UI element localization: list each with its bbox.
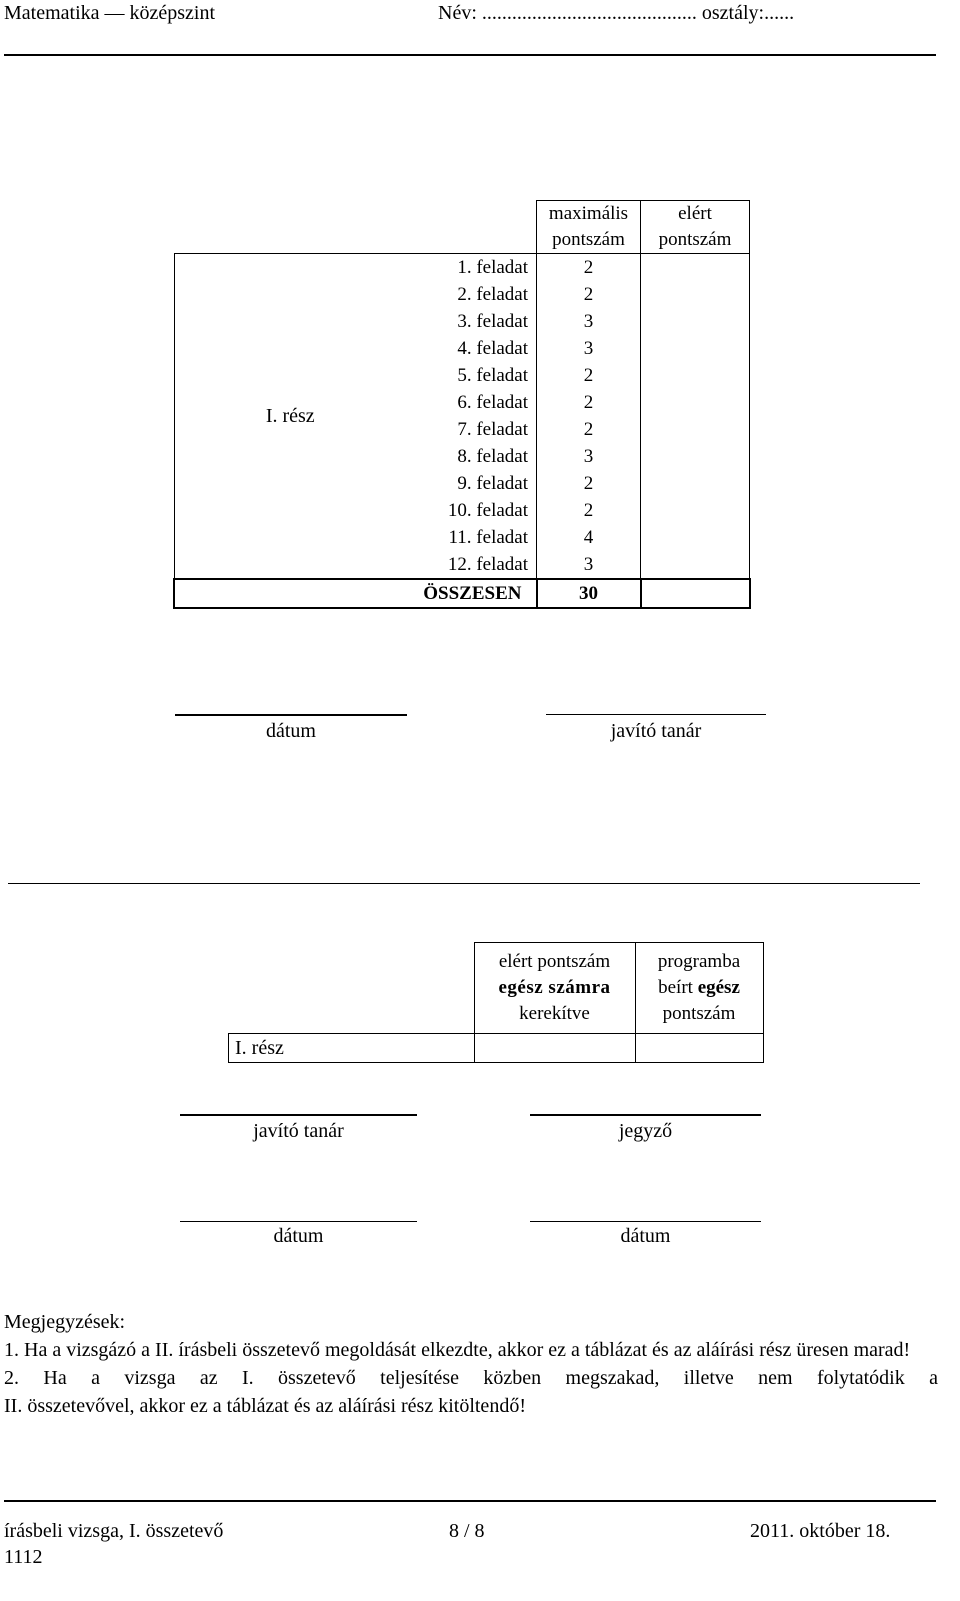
earned-score-cell[interactable] [641,335,750,362]
score-table [173,200,751,609]
max-score: 2 [537,416,641,443]
date-signature-line-right [530,1221,761,1222]
footer-left: írásbeli vizsga, I. összetevő [4,1520,224,1542]
summary-table [228,942,764,1063]
max-score: 2 [537,281,641,308]
notary-label: jegyző [618,1120,673,1142]
teacher-signature-line [546,714,766,715]
task-label: 11. feladat [448,527,528,548]
task-label: 8. feladat [457,446,528,467]
date-label-right: dátum [620,1225,671,1247]
max-score: 4 [537,524,641,551]
task-label: 6. feladat [457,392,528,413]
max-score: 3 [537,551,641,579]
table-row [174,254,750,282]
date-signature-line [175,714,407,716]
earned-score-cell[interactable] [641,551,750,579]
task-label: 12. feladat [447,554,528,575]
header-name-class: Név: ........................................... osztály:...... [438,2,795,24]
earned-score-cell[interactable] [641,470,750,497]
date-label-left: dátum [273,1225,324,1247]
note-2-line-1: 2. Ha a vizsga az I. összetevő teljesítése közben megszakad, illetve nem folytatódik a [4,1367,938,1389]
task-label: 10. feladat [447,500,528,521]
max-score: 3 [537,335,641,362]
header-subject: Matematika — középszint [4,2,216,24]
notes-title: Megjegyzések: [4,1311,126,1333]
program-score-cell[interactable] [635,1034,763,1063]
max-score: 2 [537,362,641,389]
task-label: 9. feladat [457,473,528,494]
earned-score-cell[interactable] [641,524,750,551]
earned-score-cell[interactable] [641,254,750,282]
total-row [174,579,750,608]
task-label: 2. feladat [457,284,528,305]
header-rule [4,54,936,56]
notary-signature-line [530,1114,761,1116]
col-got-header: elért pontszám [641,201,750,254]
section-separator [8,883,920,884]
footer-page: 8 / 8 [449,1520,485,1542]
max-score: 2 [537,254,641,282]
footer-code: 1112 [4,1546,43,1568]
rounded-score-header: elért pontszám egész számra kerekítve [474,943,635,1034]
note-1: 1. Ha a vizsgázó a II. írásbeli összetevő megoldását elkezdte, akkor ez a táblázat és az aláírási rész üresen marad! [4,1339,911,1361]
footer-date: 2011. október 18. [750,1520,891,1542]
date-signature-line-left [180,1221,417,1222]
max-score: 2 [537,389,641,416]
task-label: 7. feladat [457,419,528,440]
summary-section-label: I. rész [229,1034,475,1063]
total-label: ÖSSZESEN [174,579,537,608]
max-score: 2 [537,470,641,497]
earned-score-cell[interactable] [641,416,750,443]
earned-score-cell[interactable] [641,281,750,308]
notes-section [4,1308,938,1420]
earned-score-cell[interactable] [641,308,750,335]
max-score: 3 [537,443,641,470]
earned-score-cell[interactable] [641,362,750,389]
task-label: 5. feladat [457,365,528,386]
total-earned-cell[interactable] [641,579,750,608]
teacher-label-2: javító tanár [253,1120,344,1142]
task-label: 3. feladat [457,311,528,332]
earned-score-cell[interactable] [641,443,750,470]
task-label: 1. feladat [406,254,537,282]
max-score: 3 [537,308,641,335]
total-value: 30 [537,579,641,608]
note-2-line-2: II. összetevővel, akkor ez a táblázat és az aláírási rész kitöltendő! [4,1395,526,1417]
col-max-header: maximális pontszám [537,201,641,254]
teacher-label: javító tanár [610,720,702,742]
task-label: 4. feladat [457,338,528,359]
section-label: I. rész [174,254,406,580]
earned-score-cell[interactable] [641,497,750,524]
max-score: 2 [537,497,641,524]
rounded-score-cell[interactable] [474,1034,635,1063]
footer-rule [4,1500,936,1502]
earned-score-cell[interactable] [641,389,750,416]
date-label: dátum [266,720,316,742]
teacher-signature-line-2 [180,1114,417,1116]
program-score-header: programba beírt egész pontszám [635,943,763,1034]
